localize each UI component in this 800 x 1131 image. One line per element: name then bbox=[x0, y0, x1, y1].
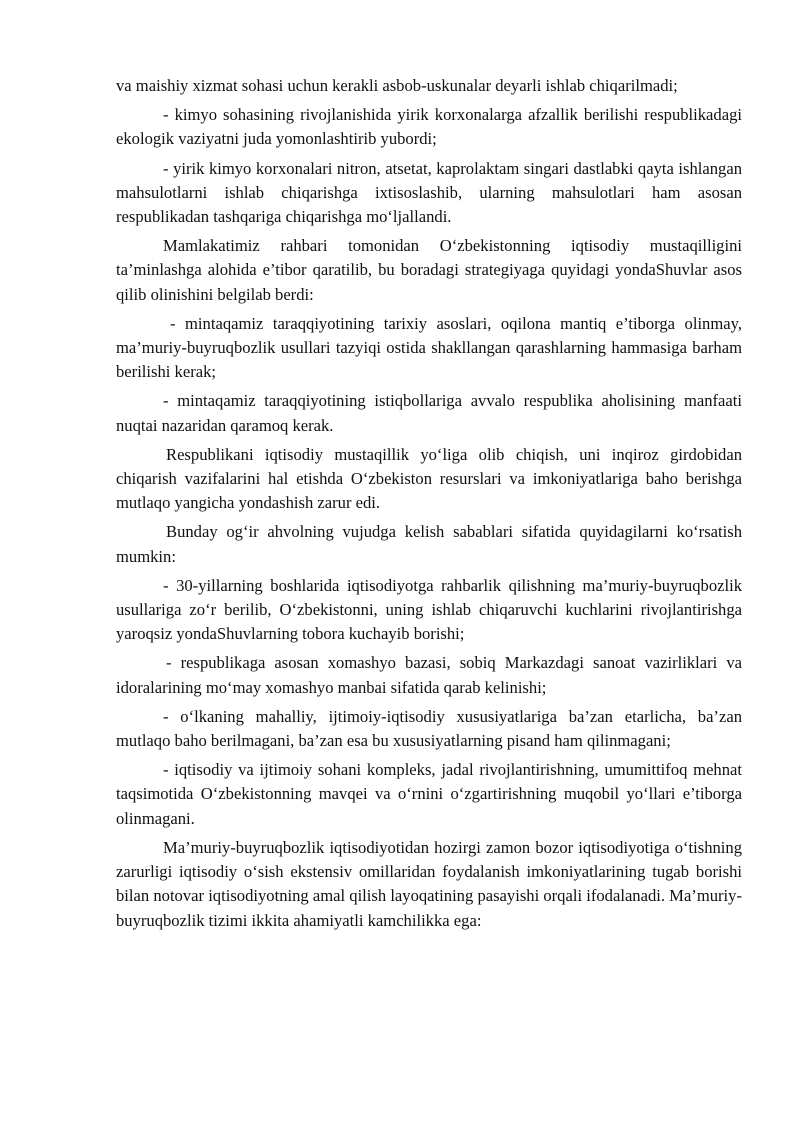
paragraph: - 30-yillarning boshlarida iqtisodiyotga rahbarlik qilishning ma’muriy-buyruqbozlik usullariga zo‘r berilib, O‘zbekistonni, uning ishlab chiqaruvchi kuchlarini rivojlantirishga yaroqsiz yondaShuvlarning tobora kuchayib borishi; bbox=[116, 575, 742, 644]
paragraph: - mintaqamiz taraqqiyotining tarixiy asoslari, oqilona mantiq e’tiborga olinmay, ma’muriy-buyruqbozlik usullari tazyiqi ostida shakllangan qarashlarning hammasiga barham berilishi kerak; bbox=[116, 313, 742, 382]
paragraph: - kimyo sohasining rivojlanishida yirik korxonalarga afzallik berilishi respublikadagi ekologik vaziyatni juda yomonlashtirib yubordi; bbox=[116, 105, 742, 149]
paragraph: va maishiy xizmat sohasi uchun kerakli asbob-uskunalar deyarli ishlab chiqarilmadi; bbox=[116, 76, 678, 95]
paragraph: Bunday og‘ir ahvolning vujudga kelish sabablari sifatida quyidagilarni ko‘rsatish mumkin: bbox=[116, 522, 742, 566]
paragraph: - respublikaga asosan xomashyo bazasi, sobiq Markazdagi sanoat vazirliklari va idoralarining mo‘may xomashyo manbai sifatida qarab kelinishi; bbox=[116, 653, 742, 697]
paragraph: - mintaqamiz taraqqiyotining istiqbollariga avvalo respublika aholisining manfaati nuqtai nazaridan qaramoq kerak. bbox=[116, 391, 742, 435]
paragraph: Mamlakatimiz rahbari tomonidan O‘zbekistonning iqtisodiy mustaqilligini ta’minlashga alohida e’tibor qaratilib, bu boradagi strategiyaga quyidagi yondaShuvlar asos qilib olinishini belgilab berdi: bbox=[116, 236, 742, 304]
paragraph: Ma’muriy-buyruqbozlik iqtisodiyotidan hozirgi zamon bozor iqtisodiyotiga o‘tishning zarurligi iqtisodiy o‘sish ekstensiv omillaridan foydalanish imkoniyatlarining tugab borishi bilan notovar iqtisodiyotning amal qilish layoqatining pasayishi orqali ifodalanadi. Ma’muriy-buyruqbozlik tizimi ikkita ahamiyatli kamchilikka ega: bbox=[116, 837, 742, 930]
paragraph: - iqtisodiy va ijtimoiy sohani kompleks, jadal rivojlantirishning, umumittifoq mehnat taqsimotida O‘zbekistonning mavqei va o‘rnini o‘zgartirishning muqobil yo‘llari e’tiborga olinmagani. bbox=[116, 760, 742, 828]
paragraph: - o‘lkaning mahalliy, ijtimoiy-iqtisodiy xususiyatlariga ba’zan etarlicha, ba’zan mutlaqo baho berilmagani, ba’zan esa bu xususiyatlarning pisand ham qilinmagani; bbox=[116, 706, 742, 751]
paragraph: - yirik kimyo korxonalari nitron, atsetat, kaprolaktam singari dastlabki qayta ishlangan mahsulotlarni ishlab chiqarishga ixtisoslashib, ularning mahsulotlari ham asosan respublikadan tashqariga chiqarishga mo‘ljallandi. bbox=[116, 158, 742, 227]
paragraph: Respublikani iqtisodiy mustaqillik yo‘liga olib chiqish, uni inqiroz girdobidan chiqarish vazifalarini hal etishda O‘zbekiston resurslari va imkoniyatlariga baho berishga mutlaqo yangicha yondashish zarur edi. bbox=[116, 444, 742, 513]
document-body bbox=[116, 74, 742, 938]
